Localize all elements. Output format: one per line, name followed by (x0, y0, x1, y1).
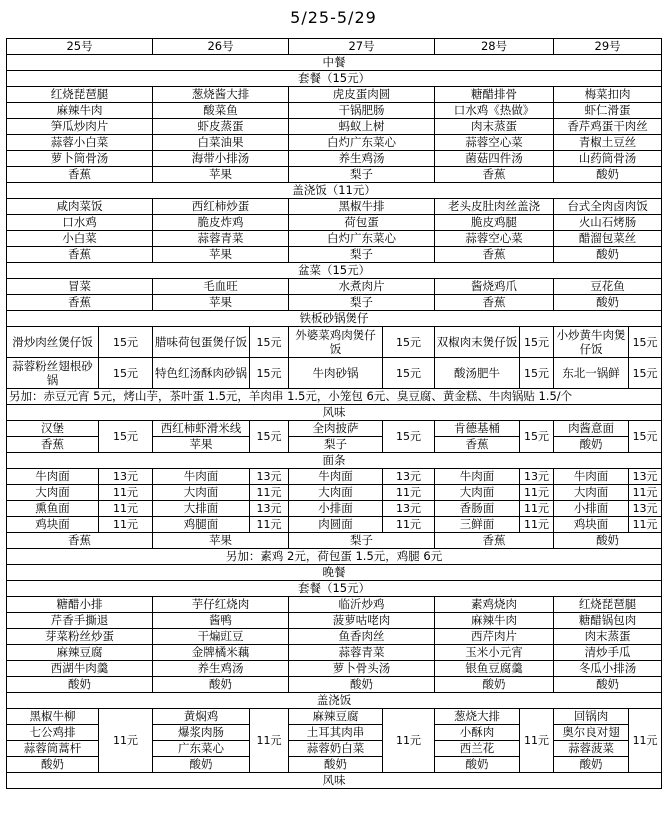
dinner-rice-bowl-item: 麻辣豆腐 (289, 709, 383, 725)
lunch-set-meal-item: 肉末蒸蛋 (435, 119, 554, 135)
section-label: 风味 (7, 405, 662, 421)
iron-pot-item: 牛肉砂锅 (289, 358, 383, 389)
iron-pot-price: 15元 (629, 327, 662, 358)
lunch-rice-bowl-row (7, 215, 662, 231)
dinner-rice-bowl-item: 蒜蓉菠菜 (554, 741, 629, 757)
flavor-item: 汉堡 (7, 421, 99, 437)
dinner-set-meal-item: 酸奶 (435, 677, 554, 693)
flavor-fruit: 香蕉 (435, 437, 520, 453)
noodle-price: 13元 (250, 501, 289, 517)
lunch-rice-bowl-item: 脆皮炸鸡 (153, 215, 289, 231)
dinner-set-meal-item: 酱鸭 (153, 613, 289, 629)
noodle-price: 13元 (99, 469, 153, 485)
noodle-item: 牛肉面 (435, 469, 520, 485)
meal-label-lunch-row (7, 55, 662, 71)
dinner-set-meal-item: 芋仔红烧肉 (153, 597, 289, 613)
lunch-set-meal-item: 红烧琵琶腿 (7, 87, 153, 103)
day-header: 29号 (554, 39, 662, 55)
noodle-fruit-item: 香蕉 (7, 533, 153, 549)
lunch-rice-bowl-item: 苹果 (153, 247, 289, 263)
day-header: 28号 (435, 39, 554, 55)
dinner-rice-bowl-row (7, 709, 662, 725)
section-label: 套餐（15元） (7, 71, 662, 87)
section-label-row (7, 693, 662, 709)
noodle-item: 大肉面 (7, 485, 99, 501)
lunch-set-meal-item: 糖醋排骨 (435, 87, 554, 103)
flavor-item: 肯德基桶 (435, 421, 520, 437)
lunch-basin-dish-item: 香蕉 (435, 295, 554, 311)
noodle-item: 牛肉面 (153, 469, 250, 485)
dinner-set-meal-item: 酸奶 (153, 677, 289, 693)
noodle-item: 鸡块面 (554, 517, 629, 533)
lunch-set-meal-item: 蒜蓉空心菜 (435, 135, 554, 151)
lunch-rice-bowl-item: 西红柿炒蛋 (153, 199, 289, 215)
lunch-set-meal-item: 梨子 (289, 167, 435, 183)
lunch-set-meal-row (7, 151, 662, 167)
dinner-set-meal-item: 金牌橘米藕 (153, 645, 289, 661)
noodle-price: 11元 (99, 517, 153, 533)
dinner-set-meal-row (7, 597, 662, 613)
lunch-set-meal-item: 青椒土豆丝 (554, 135, 662, 151)
lunch-basin-dish-item: 水煮肉片 (289, 279, 435, 295)
noodle-price: 13元 (250, 469, 289, 485)
iron-pot-row (7, 358, 662, 389)
lunch-set-meal-item: 梅菜扣肉 (554, 87, 662, 103)
extra-note: 另加：赤豆元宵 5元，烤山芋，茶叶蛋 1.5元，羊肉串 1.5元，小笼包 6元、臭豆腐、黄金糕、牛肉锅贴 1.5/个 (7, 389, 662, 405)
lunch-rice-bowl-item: 蒜蓉空心菜 (435, 231, 554, 247)
lunch-set-meal-item: 干锅肥肠 (289, 103, 435, 119)
iron-pot-price: 15元 (520, 327, 554, 358)
lunch-set-meal-item: 白灼广东菜心 (289, 135, 435, 151)
noodle-item: 牛肉面 (554, 469, 629, 485)
lunch-rice-bowl-row (7, 231, 662, 247)
lunch-rice-bowl-item: 白灼广东菜心 (289, 231, 435, 247)
flavor-row (7, 421, 662, 437)
section-label-row (7, 581, 662, 597)
lunch-set-meal-item: 蚂蚁上树 (289, 119, 435, 135)
section-label-row (7, 263, 662, 279)
dinner-set-meal-item: 酸奶 (289, 677, 435, 693)
lunch-set-meal-item: 笋瓜炒肉片 (7, 119, 153, 135)
lunch-set-meal-item: 酸奶 (554, 167, 662, 183)
iron-pot-price: 15元 (99, 327, 153, 358)
dinner-set-meal-item: 肉末蒸蛋 (554, 629, 662, 645)
lunch-rice-bowl-item: 口水鸡 (7, 215, 153, 231)
flavor-price: 15元 (383, 421, 435, 453)
lunch-set-meal-item: 口水鸡《热做》 (435, 103, 554, 119)
noodle-price: 11元 (629, 485, 662, 501)
flavor-price: 15元 (99, 421, 153, 453)
lunch-rice-bowl-item: 火山石烤肠 (554, 215, 662, 231)
iron-pot-item: 小炒黄牛肉煲仔饭 (554, 327, 629, 358)
dinner-rice-bowl-item: 七公鸡排 (7, 725, 99, 741)
lunch-basin-dish-item: 梨子 (289, 295, 435, 311)
lunch-set-meal-item: 山药筒骨汤 (554, 151, 662, 167)
dinner-set-meal-item: 酸奶 (554, 677, 662, 693)
iron-pot-item: 腊味荷包蛋煲仔饭 (153, 327, 250, 358)
dinner-rice-bowl-item: 蒜蓉筒蒿杆 (7, 741, 99, 757)
iron-pot-price: 15元 (99, 358, 153, 389)
lunch-basin-dish-item: 香蕉 (7, 295, 153, 311)
noodle-item: 小排面 (289, 501, 383, 517)
dinner-rice-bowl-item: 黄焖鸡 (153, 709, 250, 725)
noodle-row (7, 501, 662, 517)
noodle-item: 大肉面 (153, 485, 250, 501)
dinner-set-meal-item: 清炒手瓜 (554, 645, 662, 661)
iron-pot-price: 15元 (383, 327, 435, 358)
dinner-rice-bowl-item: 爆浆肉肠 (153, 725, 250, 741)
lunch-rice-bowl-row (7, 199, 662, 215)
dinner-rice-bowl-item: 酸奶 (153, 757, 250, 773)
dinner-set-meal-item: 鱼香肉丝 (289, 629, 435, 645)
noodle-item: 大肉面 (289, 485, 383, 501)
dinner-rice-bowl-item: 奥尔良对翅 (554, 725, 629, 741)
noodle-item: 熏鱼面 (7, 501, 99, 517)
noodle-price: 11元 (520, 501, 554, 517)
lunch-rice-bowl-item: 脆皮鸡腿 (435, 215, 554, 231)
dinner-set-meal-item: 蒜蓉青菜 (289, 645, 435, 661)
meal-label-lunch: 中餐 (7, 55, 662, 71)
dinner-set-meal-row (7, 613, 662, 629)
lunch-set-meal-item: 虾皮蒸蛋 (153, 119, 289, 135)
day-header-row (7, 39, 662, 55)
dinner-rice-bowl-item: 土耳其肉串 (289, 725, 383, 741)
dinner-set-meal-row (7, 629, 662, 645)
dinner-set-meal-item: 玉米小元宵 (435, 645, 554, 661)
flavor-price: 15元 (629, 421, 662, 453)
dinner-set-meal-item: 西芹肉片 (435, 629, 554, 645)
lunch-rice-bowl-row (7, 247, 662, 263)
lunch-set-meal-row (7, 103, 662, 119)
noodle-item: 香肠面 (435, 501, 520, 517)
noodle-price: 11元 (250, 517, 289, 533)
noodle-fruit-row (7, 533, 662, 549)
lunch-set-meal-item: 海带小排汤 (153, 151, 289, 167)
section-label: 盆菜（15元） (7, 263, 662, 279)
noodle-item: 三鲜面 (435, 517, 520, 533)
iron-pot-item: 滑炒肉丝煲仔饭 (7, 327, 99, 358)
dinner-rice-bowl-price: 11元 (383, 709, 435, 773)
dinner-rice-bowl-item: 酸奶 (435, 757, 520, 773)
lunch-set-meal-item: 酸菜鱼 (153, 103, 289, 119)
lunch-set-meal-item: 菌菇四件汤 (435, 151, 554, 167)
dinner-set-meal-item: 干煸豇豆 (153, 629, 289, 645)
day-header: 26号 (153, 39, 289, 55)
noodle-price: 11元 (99, 501, 153, 517)
section-label: 盖浇饭 (7, 693, 662, 709)
dinner-set-meal-item: 菠萝咕咾肉 (289, 613, 435, 629)
dinner-set-meal-row (7, 677, 662, 693)
flavor-price: 15元 (250, 421, 289, 453)
lunch-set-meal-item: 香蕉 (7, 167, 153, 183)
iron-pot-price: 15元 (250, 358, 289, 389)
lunch-set-meal-item: 香芹鸡蛋干肉丝 (554, 119, 662, 135)
section-label-row (7, 311, 662, 327)
dinner-rice-bowl-item: 小酥肉 (435, 725, 520, 741)
noodle-item: 小排面 (554, 501, 629, 517)
dinner-set-meal-row (7, 645, 662, 661)
lunch-rice-bowl-item: 咸肉菜饭 (7, 199, 153, 215)
lunch-set-meal-row (7, 135, 662, 151)
lunch-basin-dish-item: 酱烧鸡爪 (435, 279, 554, 295)
iron-pot-item: 东北一锅鲜 (554, 358, 629, 389)
dinner-rice-bowl-price: 11元 (250, 709, 289, 773)
lunch-rice-bowl-item: 香蕉 (435, 247, 554, 263)
dinner-set-meal-item: 糖醋小排 (7, 597, 153, 613)
lunch-set-meal-item: 虎皮蛋肉圆 (289, 87, 435, 103)
dinner-rice-bowl-item: 酸奶 (7, 757, 99, 773)
noodle-fruit-item: 香蕉 (435, 533, 554, 549)
dinner-set-meal-item: 酸奶 (7, 677, 153, 693)
iron-pot-item: 外婆菜鸡肉煲仔饭 (289, 327, 383, 358)
noodle-item: 牛肉面 (289, 469, 383, 485)
day-header: 25号 (7, 39, 153, 55)
dinner-set-meal-item: 芹香手撕退 (7, 613, 153, 629)
lunch-rice-bowl-item: 小白菜 (7, 231, 153, 247)
lunch-rice-bowl-item: 老头皮肚肉丝盖浇 (435, 199, 554, 215)
dinner-set-meal-item: 糖醋锅包肉 (554, 613, 662, 629)
noodle-price: 13元 (629, 469, 662, 485)
meal-label-dinner-row (7, 565, 662, 581)
lunch-rice-bowl-item: 黑椒牛排 (289, 199, 435, 215)
section-label-row (7, 773, 662, 789)
dinner-set-meal-item: 麻辣牛肉 (435, 613, 554, 629)
noodle-item: 大排面 (153, 501, 250, 517)
lunch-set-meal-item: 萝卜筒骨汤 (7, 151, 153, 167)
section-label: 风味 (7, 773, 662, 789)
dinner-set-meal-item: 萝卜骨头汤 (289, 661, 435, 677)
lunch-set-meal-item: 葱烧酱大排 (153, 87, 289, 103)
noodle-price: 13元 (383, 469, 435, 485)
lunch-set-meal-item: 白菜油果 (153, 135, 289, 151)
section-label: 盖浇饭（11元） (7, 183, 662, 199)
lunch-set-meal-row (7, 87, 662, 103)
lunch-rice-bowl-item: 梨子 (289, 247, 435, 263)
noodle-item: 鸡块面 (7, 517, 99, 533)
dinner-rice-bowl-item: 回锅肉 (554, 709, 629, 725)
extra-note-row (7, 389, 662, 405)
page-title: 5/25-5/29 (290, 8, 377, 27)
dinner-rice-bowl-item: 酸奶 (289, 757, 383, 773)
lunch-basin-dish-item: 冒菜 (7, 279, 153, 295)
iron-pot-item: 特色红汤酥肉砂锅 (153, 358, 250, 389)
flavor-item: 西红柿虾滑米线 (153, 421, 250, 437)
extra-note: 另加：素鸡 2元，荷包蛋 1.5元，鸡腿 6元 (7, 549, 662, 565)
dinner-rice-bowl-price: 11元 (99, 709, 153, 773)
lunch-rice-bowl-item: 香蕉 (7, 247, 153, 263)
flavor-fruit: 梨子 (289, 437, 383, 453)
dinner-set-meal-item: 素鸡烧肉 (435, 597, 554, 613)
noodle-price: 13元 (383, 501, 435, 517)
section-label: 面条 (7, 453, 662, 469)
dinner-rice-bowl-item: 酸奶 (554, 757, 629, 773)
flavor-fruit: 苹果 (153, 437, 250, 453)
lunch-rice-bowl-item: 酸奶 (554, 247, 662, 263)
noodle-price: 11元 (250, 485, 289, 501)
iron-pot-item: 双椒肉末煲仔饭 (435, 327, 520, 358)
flavor-fruit: 酸奶 (554, 437, 629, 453)
lunch-basin-dish-row (7, 279, 662, 295)
lunch-basin-dish-item: 毛血旺 (153, 279, 289, 295)
noodle-fruit-item: 酸奶 (554, 533, 662, 549)
noodle-item: 大肉面 (435, 485, 520, 501)
dinner-rice-bowl-price: 11元 (520, 709, 554, 773)
section-label: 套餐（15元） (7, 581, 662, 597)
noodle-fruit-item: 梨子 (289, 533, 435, 549)
dinner-set-meal-row (7, 661, 662, 677)
dinner-rice-bowl-item: 广东菜心 (153, 741, 250, 757)
lunch-set-meal-row (7, 167, 662, 183)
noodle-item: 牛肉面 (7, 469, 99, 485)
dinner-set-meal-item: 麻辣豆腐 (7, 645, 153, 661)
iron-pot-price: 15元 (250, 327, 289, 358)
iron-pot-price: 15元 (383, 358, 435, 389)
dinner-set-meal-item: 西湖牛肉羹 (7, 661, 153, 677)
section-label-row (7, 183, 662, 199)
lunch-basin-dish-item: 酸奶 (554, 295, 662, 311)
dinner-rice-bowl-item: 西兰花 (435, 741, 520, 757)
noodle-price: 11元 (520, 485, 554, 501)
iron-pot-row (7, 327, 662, 358)
lunch-basin-dish-item: 苹果 (153, 295, 289, 311)
flavor-fruit: 香蕉 (7, 437, 99, 453)
section-label-row (7, 405, 662, 421)
noodle-price: 11元 (99, 485, 153, 501)
dinner-set-meal-item: 红烧琵琶腿 (554, 597, 662, 613)
iron-pot-item: 蒜蓉粉丝翅根砂锅 (7, 358, 99, 389)
lunch-rice-bowl-item: 荷包蛋 (289, 215, 435, 231)
dinner-rice-bowl-item: 黑椒牛柳 (7, 709, 99, 725)
dinner-rice-bowl-item: 蒜蓉奶白菜 (289, 741, 383, 757)
dinner-set-meal-item: 冬瓜小排汤 (554, 661, 662, 677)
lunch-set-meal-item: 苹果 (153, 167, 289, 183)
noodle-row (7, 469, 662, 485)
lunch-set-meal-row (7, 119, 662, 135)
lunch-rice-bowl-item: 台式全肉卤肉饭 (554, 199, 662, 215)
noodle-price: 13元 (629, 501, 662, 517)
noodle-price: 11元 (629, 517, 662, 533)
extra-note-row (7, 549, 662, 565)
iron-pot-price: 15元 (629, 358, 662, 389)
noodle-item: 大肉面 (554, 485, 629, 501)
iron-pot-item: 酸汤肥牛 (435, 358, 520, 389)
lunch-set-meal-item: 香蕉 (435, 167, 554, 183)
noodle-price: 11元 (383, 517, 435, 533)
noodle-item: 肉圆面 (289, 517, 383, 533)
lunch-set-meal-item: 麻辣牛肉 (7, 103, 153, 119)
flavor-item: 肉酱意面 (554, 421, 629, 437)
noodle-fruit-item: 苹果 (153, 533, 289, 549)
section-label-row (7, 453, 662, 469)
menu-table (6, 38, 662, 789)
noodle-price: 11元 (383, 485, 435, 501)
dinner-set-meal-item: 养生鸡汤 (153, 661, 289, 677)
lunch-set-meal-item: 蒜蓉小白菜 (7, 135, 153, 151)
noodle-price: 11元 (520, 517, 554, 533)
dinner-rice-bowl-price: 11元 (629, 709, 662, 773)
lunch-rice-bowl-item: 醋溜包菜丝 (554, 231, 662, 247)
meal-label-dinner: 晚餐 (7, 565, 662, 581)
dinner-set-meal-item: 芽菜粉丝炒蛋 (7, 629, 153, 645)
dinner-set-meal-item: 临沂炒鸡 (289, 597, 435, 613)
day-header: 27号 (289, 39, 435, 55)
noodle-row (7, 517, 662, 533)
noodle-price: 13元 (520, 469, 554, 485)
section-label: 铁板砂锅煲仔 (7, 311, 662, 327)
flavor-price: 15元 (520, 421, 554, 453)
dinner-set-meal-item: 银鱼豆腐羹 (435, 661, 554, 677)
section-label-row (7, 71, 662, 87)
noodle-item: 鸡腿面 (153, 517, 250, 533)
iron-pot-price: 15元 (520, 358, 554, 389)
lunch-set-meal-item: 养生鸡汤 (289, 151, 435, 167)
lunch-basin-dish-row (7, 295, 662, 311)
lunch-set-meal-item: 虾仁滑蛋 (554, 103, 662, 119)
lunch-basin-dish-item: 豆花鱼 (554, 279, 662, 295)
flavor-item: 全肉披萨 (289, 421, 383, 437)
dinner-rice-bowl-item: 葱烧大排 (435, 709, 520, 725)
noodle-row (7, 485, 662, 501)
lunch-rice-bowl-item: 蒜蓉青菜 (153, 231, 289, 247)
